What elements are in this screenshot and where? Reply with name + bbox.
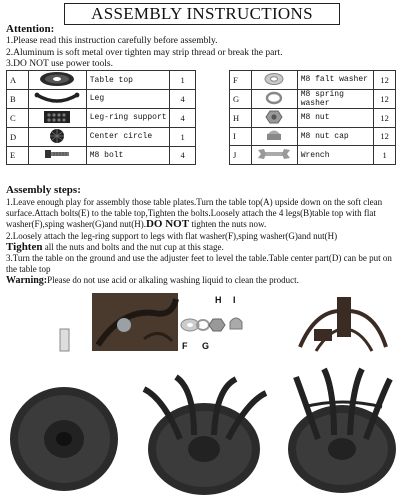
part-qty: 12 <box>374 127 396 146</box>
part-name: M8 falt washer <box>297 71 373 90</box>
part-letter: I <box>230 127 252 146</box>
parts-table-left <box>6 70 196 165</box>
part-qty: 12 <box>374 71 396 90</box>
part-name: M8 bolt <box>86 146 169 165</box>
warning <box>6 275 398 286</box>
part-row-g <box>230 89 396 108</box>
attention-line-3: 3.DO NOT use power tools. <box>6 59 113 69</box>
step-2-tail: all the nuts and bolts and the nut cup at this stage. <box>42 241 224 252</box>
part-letter: A <box>7 71 29 90</box>
table-underside-image <box>296 295 388 355</box>
steps-heading: Assembly steps: <box>6 184 81 196</box>
part-letter: H <box>230 108 252 127</box>
attention-heading: Attention: <box>6 23 55 35</box>
part-row-i <box>230 127 396 146</box>
assembly-photos <box>4 289 398 497</box>
step-1-emphasis: DO NOT <box>145 218 190 231</box>
step-2-text: 2.Loosely attach the leg-ring support to legs with flat washer(F),sping washer(G)and nut(H) <box>6 230 338 241</box>
parts-table-right <box>229 70 396 165</box>
attention-section <box>6 23 396 71</box>
part-name: Table top <box>86 71 169 90</box>
part-letter: E <box>7 146 29 165</box>
legs-attached-image <box>144 377 266 495</box>
leg-joint-closeup-image <box>92 293 178 351</box>
part-row-b <box>7 90 196 109</box>
part-row-j <box>230 146 396 165</box>
part-letter: B <box>7 90 29 109</box>
part-name: Leg <box>86 90 169 109</box>
attention-line-2: 2.Aluminum is soft metal over tighten may strip thread or break the part. <box>6 47 283 58</box>
center-circle-icon <box>28 127 86 146</box>
attention-line-1: 1.Please read this instruction carefully before assembly. <box>6 36 218 46</box>
table-top-image <box>10 329 118 491</box>
label-h: H <box>215 295 222 305</box>
step-1 <box>6 197 398 231</box>
tabletop-icon <box>28 71 86 90</box>
warning-text: Please do not use acid or alkaling washing liquid to clean the product. <box>47 275 299 286</box>
label-f: F <box>182 341 188 351</box>
part-row-c <box>7 108 196 127</box>
nut-cap-icon <box>251 127 297 146</box>
assembled-table-image <box>288 369 396 493</box>
page-title: ASSEMBLY INSTRUCTIONS <box>64 3 340 25</box>
assembly-sheet <box>4 3 398 497</box>
part-row-a <box>7 71 196 90</box>
bolt-icon <box>28 146 86 165</box>
leg-icon <box>28 90 86 109</box>
spring-washer-icon <box>251 89 297 108</box>
part-name: M8 nut <box>297 108 373 127</box>
part-qty: 12 <box>374 89 396 108</box>
warning-label: Warning: <box>6 275 48 287</box>
hardware-image <box>181 318 242 331</box>
part-qty: 4 <box>170 146 196 165</box>
label-g: G <box>202 341 210 351</box>
part-name: Leg-ring support <box>86 108 169 127</box>
part-letter: J <box>230 146 252 165</box>
part-qty: 1 <box>170 71 196 90</box>
flat-washer-icon <box>251 71 297 90</box>
part-letter: F <box>230 71 252 90</box>
part-qty: 12 <box>374 108 396 127</box>
part-letter: C <box>7 108 29 127</box>
part-row-h <box>230 108 396 127</box>
step-1-text: 1.Leave enough play for assembly those table plates.Turn the table top(A) upside down on the soft clean surface.Attach bolts(E) to the table top,Tighten the bolts.Loosely attach the 4 legs(B)table top with flat washer(F),sping washer(G)and nut(H). <box>6 197 383 230</box>
part-name: Wrench <box>297 146 373 165</box>
assembly-illustration <box>4 289 398 497</box>
part-row-e <box>7 146 196 165</box>
leg-ring-support-icon <box>28 108 86 127</box>
nut-icon <box>251 108 297 127</box>
part-row-d <box>7 127 196 146</box>
step-2 <box>6 231 398 253</box>
parts-list <box>6 70 396 184</box>
step-2-emphasis: Tighten <box>6 240 43 253</box>
step-3: 3.Turn the table on the ground and use the adjuster feet to level the table.Table center part(D) can be put on the table top <box>6 253 392 275</box>
assembly-steps <box>6 184 398 287</box>
part-name: M8 spring washer <box>297 89 373 108</box>
part-row-f <box>230 71 396 90</box>
part-qty: 1 <box>170 127 196 146</box>
part-name: Center circle <box>86 127 169 146</box>
part-letter: G <box>230 89 252 108</box>
part-qty: 1 <box>374 146 396 165</box>
label-i: I <box>233 295 236 305</box>
part-qty: 4 <box>170 108 196 127</box>
step-1-tail: tighten the nuts now. <box>189 219 267 230</box>
part-letter: D <box>7 127 29 146</box>
part-name: M8 nut cap <box>297 127 373 146</box>
wrench-icon <box>251 146 297 165</box>
part-qty: 4 <box>170 90 196 109</box>
